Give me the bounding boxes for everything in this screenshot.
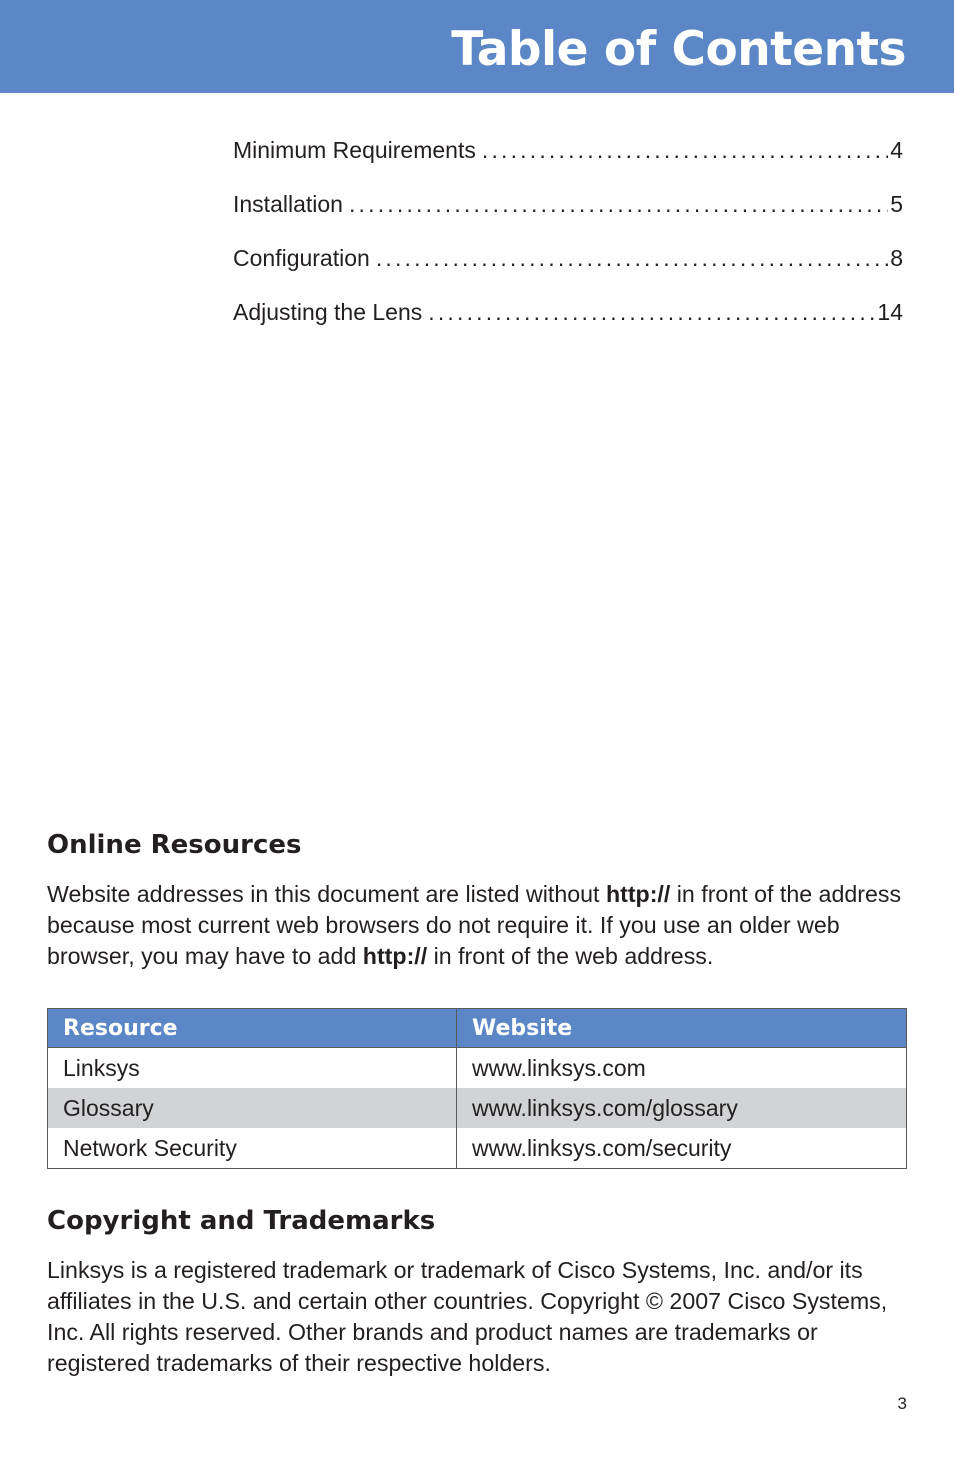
toc-entry-title: Adjusting the Lens (233, 299, 423, 325)
paragraph-text: Website addresses in this document are listed without (47, 881, 606, 907)
paragraph-text: in front of the web address. (427, 943, 714, 969)
paragraph-text: in front of the address because most current web browsers do not require it. If you use an older web browser, you may have to add (47, 881, 902, 969)
table-header-row (48, 1009, 907, 1048)
toc-entry-page: 4 (890, 137, 903, 163)
toc-entry-configuration[interactable] (233, 241, 903, 295)
toc-entry-title: Minimum Requirements (233, 137, 476, 163)
resource-cell: Network Security (48, 1128, 457, 1169)
toc-entry-page: 8 (890, 245, 903, 271)
online-resources-heading: Online Resources (47, 830, 302, 860)
copyright-paragraph: Linksys is a registered trademark or trademark of Cisco Systems, Inc. and/or its affiliates in the U.S. and certain other countries. Copyright © 2007 Cisco Systems, Inc. All rights reserved. Other brands and product names are trademarks or registered trademarks of their respective holders. (47, 1257, 888, 1376)
toc-entry-title: Configuration (233, 245, 370, 271)
toc-dot-leader (376, 241, 888, 275)
online-resources-table (47, 1008, 907, 1169)
table-row (48, 1128, 907, 1169)
table-row (48, 1048, 907, 1089)
table-row (48, 1088, 907, 1128)
column-header-website: Website (457, 1009, 907, 1048)
website-link[interactable]: www.linksys.com/security (457, 1128, 907, 1169)
toc-dot-leader (482, 133, 888, 167)
website-link[interactable]: www.linksys.com (457, 1048, 907, 1089)
resource-cell: Glossary (48, 1088, 457, 1128)
toc-entry-page: 5 (890, 191, 903, 217)
header-band (0, 0, 954, 93)
page-number: 3 (897, 1394, 907, 1413)
toc-dot-leader (349, 187, 888, 221)
toc-dot-leader (428, 295, 875, 329)
toc-entry-installation[interactable] (233, 187, 903, 241)
table-of-contents (233, 133, 903, 349)
toc-entry-minimum-requirements[interactable] (233, 133, 903, 187)
online-resources-paragraph (47, 879, 917, 972)
toc-entry-adjusting-the-lens[interactable] (233, 295, 903, 349)
toc-entry-page: 14 (877, 299, 903, 325)
column-header-resource: Resource (48, 1009, 457, 1048)
page-title: Table of Contents (451, 22, 906, 77)
website-link[interactable]: www.linksys.com/glossary (457, 1088, 907, 1128)
resource-cell: Linksys (48, 1048, 457, 1089)
bold-text: http:// (605, 881, 671, 907)
copyright-heading: Copyright and Trademarks (47, 1206, 436, 1236)
toc-entry-title: Installation (233, 191, 343, 217)
bold-text: http:// (362, 943, 428, 969)
